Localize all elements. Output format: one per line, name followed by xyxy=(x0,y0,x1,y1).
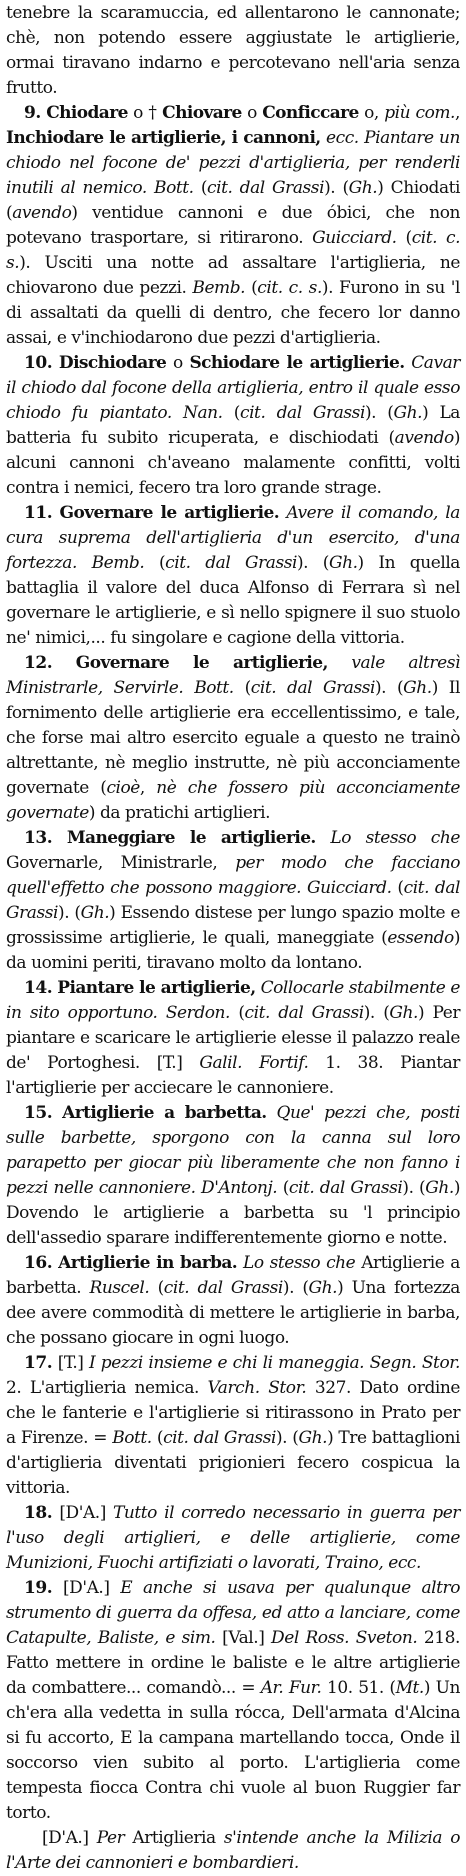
text-run: ) Dovendo le artiglierie a barbetta su 'l principio dell'assedio sparare indifferentemente giorno e notte. xyxy=(6,1178,460,1248)
italic-text: Gh. xyxy=(298,1428,328,1448)
entry-note xyxy=(6,1826,460,1876)
entry-number: 18. xyxy=(24,1503,53,1523)
text-run: 218. Fatto mettere in ordine le baliste e le altre artiglierie da combattere... comandò... = xyxy=(6,1628,460,1698)
text-run: ) Tre battaglioni d'artiglieria diventati prigionieri fecero cospicua la vittoria. xyxy=(6,1428,461,1498)
text-run: ( xyxy=(151,1428,164,1448)
text-run xyxy=(52,503,59,523)
text-run: ) In quella battaglia il valore del duca Alfonso di Ferrara sì nel governare le artiglierie, e sì nello spignere il suo stuolo ne' nimici,... fu singolare e cagione della vittoria. xyxy=(6,553,460,648)
text-run: 2. L'artiglieria nemica. xyxy=(6,1378,208,1398)
italic-text: cit. dal Grassi xyxy=(165,553,297,573)
text-run: ) Un ch'era alla vedetta in sulla rócca, Dell'armata d'Alcina si fu accorto, E la campana martellando tocca, Onde il soccorso vien subito al porto. L'artiglieria come tempesta fiocca Contra chi vuole al buon Ruggier far torto. xyxy=(6,1678,460,1823)
entry-headword: Governare le artiglierie, xyxy=(75,653,328,673)
text-run: Governarle, Ministrarle, xyxy=(6,853,236,873)
italic-text: per modo che facciano quell'effetto che possono maggiore. Guicciard. xyxy=(6,853,460,898)
entry-headword: Schiodare le artiglierie. xyxy=(189,353,405,373)
entry-number: 10. xyxy=(24,353,53,373)
text-run: ) Il fornimento delle artiglierie era eccellentissimo, e tale, che forse mai altro esercito eguale a questo ne trainò altrettante, nè meglio instrutte, nè più acconciamente governate ( xyxy=(6,678,461,798)
text-run xyxy=(52,653,76,673)
text-run: ( xyxy=(233,678,251,698)
text-run: ) da uomini periti, tiravano molto da lontano. xyxy=(6,928,460,973)
text-run: o xyxy=(166,353,190,373)
entry-16 xyxy=(6,1251,460,1351)
text-run: ) La batteria fu subito ricuperata, e dischiodati ( xyxy=(6,403,460,448)
text-run xyxy=(52,1103,62,1123)
text-run: ( xyxy=(149,1278,164,1298)
text-run: 1. 38. Piantar l'artiglierie per acciecare le cannoniere. xyxy=(6,1053,460,1098)
text-run: ). ( xyxy=(364,403,394,423)
italic-text: vale altresì Ministrarle, Servirle. Bott. xyxy=(6,653,460,698)
entry-number: 11. xyxy=(24,503,53,523)
text-run: ). ( xyxy=(58,903,81,923)
text-run: ) da pratichi artiglieri. xyxy=(88,803,271,823)
text-run: ) alcuni cannoni ch'aveano malamente confitti, volti contra i nemici, fecero tra loro grande strage. xyxy=(6,428,460,498)
entry-number: 12. xyxy=(24,653,53,673)
italic-text: Gh. xyxy=(80,903,110,923)
italic-text: Avere il comando, la cura suprema dell'artiglieria d'un esercito, d'una fortezza. Bemb. xyxy=(6,503,460,573)
text-run: ( xyxy=(277,1178,289,1198)
text-run: ). ( xyxy=(363,1003,390,1023)
entry-9 xyxy=(6,101,460,351)
italic-text: Gh. xyxy=(403,678,432,698)
italic-text: avendo xyxy=(394,428,454,448)
text-run: ). ( xyxy=(374,678,404,698)
text-run: ). ( xyxy=(296,553,329,573)
text-run: ( xyxy=(193,178,208,198)
entry-11 xyxy=(6,501,460,651)
italic-text: Galil. Fortif. xyxy=(199,1053,309,1073)
entry-number: 19. xyxy=(24,1578,53,1598)
entry-continuation xyxy=(6,1,460,101)
text-run: ( xyxy=(230,1003,245,1023)
entry-number: 15. xyxy=(24,1103,53,1123)
entry-number: 9. xyxy=(24,103,41,123)
text-run: 327. Dato ordine che le fanterie e l'artiglierie si ritirassono in Prato per a Firenze. = xyxy=(6,1378,460,1448)
italic-text: cioè xyxy=(106,778,140,798)
entry-headword: Inchiodare le artiglierie, i cannoni, xyxy=(6,128,321,148)
entry-headword: Artiglierie in barba. xyxy=(58,1253,238,1273)
italic-text: Gh. xyxy=(389,1003,418,1023)
text-run: , xyxy=(455,103,460,123)
italic-text: cit. c. s. xyxy=(6,228,461,273)
text-run: , xyxy=(139,778,157,798)
entry-19 xyxy=(6,1576,460,1826)
entry-18 xyxy=(6,1501,460,1576)
text-run: [D'A.] xyxy=(42,1828,97,1848)
entry-12 xyxy=(6,651,460,826)
text-run: Artiglierie a barbetta. xyxy=(6,1253,460,1298)
entry-number: 13. xyxy=(24,828,53,848)
italic-text: essendo xyxy=(387,928,454,948)
italic-text: Gh. xyxy=(328,553,358,573)
text-run: o † xyxy=(127,103,163,123)
text-run: ). ( xyxy=(402,1178,426,1198)
text-run: ) ventidue cannoni e due óbici, che non potevano trasportare, si ritirarono. xyxy=(6,203,460,248)
italic-text: Lo stesso che xyxy=(243,1253,356,1273)
italic-text: cit. c. s. xyxy=(257,278,322,298)
italic-text: Ruscel. xyxy=(89,1278,150,1298)
text-run: ) Una fortezza dee avere commodità di mettere le artiglierie in barba, che possano giocare in ogni luogo. xyxy=(6,1278,460,1348)
entry-headword: Conficcare xyxy=(262,103,359,123)
entry-10 xyxy=(6,351,460,501)
text-run xyxy=(52,828,67,848)
italic-text: Varch. Stor. xyxy=(207,1378,307,1398)
italic-text: Ar. Fur. xyxy=(260,1678,322,1698)
text-run: o, xyxy=(358,103,385,123)
text-run: [D'A.] xyxy=(52,1503,114,1523)
italic-text: ecc. Piantare un chiodo nel focone de' pezzi d'artiglieria, per renderli inutili al nemico. Bott. xyxy=(6,128,460,198)
italic-text: avendo xyxy=(12,203,72,223)
italic-text: Cavar il chiodo dal focone della artiglieria, entro il quale esso chiodo fu piantato. Nan. xyxy=(6,353,460,423)
entry-number: 16. xyxy=(24,1253,53,1273)
italic-text: cit. dal Grassi xyxy=(250,678,375,698)
italic-text: cit. dal Grassi xyxy=(207,178,325,198)
italic-text: Gh. xyxy=(393,403,423,423)
entry-headword: Chiodare xyxy=(46,103,128,123)
italic-text: nè che fossero più acconciamente governate xyxy=(6,778,460,823)
italic-text: cit. dal Grassi xyxy=(288,1178,403,1198)
italic-text: Lo stesso che xyxy=(330,828,460,848)
text-run: ( xyxy=(222,403,240,423)
text-run: ) Chiodati ( xyxy=(6,178,461,223)
italic-text: cit. dal Grassi xyxy=(244,1003,364,1023)
text-run: ). ( xyxy=(324,178,349,198)
text-run xyxy=(316,828,331,848)
italic-text: I pezzi insieme e chi li maneggia. Segn. Stor. xyxy=(88,1353,460,1373)
text-run xyxy=(267,1103,277,1123)
text-run: [Val.] xyxy=(215,1628,272,1648)
italic-text: E anche si usava per qualunque altro strumento di guerra da offesa, ed atto a lanciare, come Catapulte, Baliste, e sim. xyxy=(6,1578,460,1648)
text-run: ). Usciti una notte ad assaltare l'artiglieria, ne chiovarono due pezzi. xyxy=(6,253,460,298)
text-run: o xyxy=(241,103,263,123)
italic-text: Per xyxy=(96,1828,125,1848)
entry-headword: Dischiodare xyxy=(58,353,167,373)
italic-text: Collocarle stabilmente e in sito opportuno. Serdon. xyxy=(6,978,460,1023)
entry-number: 17. xyxy=(24,1353,53,1373)
entry-headword: Governare le artiglierie. xyxy=(59,503,280,523)
entry-headword: Chiovare xyxy=(162,103,242,123)
text-run: ) Essendo distese per lungo spazio molte e grossissime artiglierie, le quali, maneggiate ( xyxy=(6,903,460,948)
text-run: ) Per piantare e scaricare le artiglierie elesse il palazzo reale de' Portoghesi. [T.] xyxy=(6,1003,460,1073)
text-run: ). Furono in su 'l di assaltati da quelli di dentro, che fecero lor danno assai, e v'inchiodarono due pezzi d'artiglieria. xyxy=(6,278,461,348)
text-run: ( xyxy=(144,553,166,573)
italic-text: Bott. xyxy=(112,1428,152,1448)
italic-text: s'intende anche la Milizia o l'Arte dei cannonieri e bombardieri. xyxy=(6,1828,460,1873)
text-run: ( xyxy=(245,278,258,298)
entry-13 xyxy=(6,826,460,976)
italic-text: Bemb. xyxy=(192,278,246,298)
entry-15 xyxy=(6,1101,460,1251)
text-run: ( xyxy=(391,878,404,898)
text-run: 10. 51. ( xyxy=(321,1678,396,1698)
italic-text: Gh. xyxy=(425,1178,454,1198)
text-run: tenebre la scaramuccia, ed allentarono le cannonate; chè, non potendo essere aggiustate le artiglierie, ormai tiravano indarno e percotevano nell'aria senza frutto. xyxy=(6,3,460,98)
italic-text: Del Ross. Sveton. xyxy=(271,1628,418,1648)
entry-headword: Maneggiare le artiglierie. xyxy=(66,828,316,848)
italic-text: cit. dal Grassi xyxy=(163,1428,276,1448)
italic-text: Que' pezzi che, posti sulle barbette, sporgono con la canna sul loro parapetto per giocar più liberamente che non fanno i pezzi nelle cannoniere. D'Antonj. xyxy=(6,1103,460,1198)
text-run: ). ( xyxy=(282,1278,309,1298)
entry-number: 14. xyxy=(24,978,53,998)
entry-14 xyxy=(6,976,460,1101)
italic-text: cit. dal Grassi xyxy=(240,403,365,423)
text-run: [D'A.] xyxy=(52,1578,121,1598)
text-run: Artiglieria xyxy=(124,1828,224,1848)
italic-text: Gh. xyxy=(308,1278,338,1298)
entry-headword: Piantare le artiglierie, xyxy=(57,978,256,998)
italic-text: cit. dal Grassi xyxy=(6,878,461,923)
italic-text: Guicciard. xyxy=(312,228,397,248)
italic-text: più com. xyxy=(384,103,456,123)
text-run xyxy=(328,653,352,673)
entry-17 xyxy=(6,1351,460,1501)
italic-text: Tutto il corredo necessario in guerra per l'uso degli artiglieri, e delle artiglierie, come Munizioni, Fuochi artifiziati o lavorati, Traino, ecc. xyxy=(6,1503,460,1573)
text-run: [T.] xyxy=(52,1353,89,1373)
italic-text: Mt. xyxy=(395,1678,424,1698)
italic-text: Gh. xyxy=(348,178,378,198)
text-run xyxy=(52,353,59,373)
text-run: ). ( xyxy=(275,1428,299,1448)
entry-headword: Artiglierie a barbetta. xyxy=(62,1103,267,1123)
italic-text: cit. dal Grassi xyxy=(163,1278,283,1298)
text-run: ( xyxy=(396,228,412,248)
